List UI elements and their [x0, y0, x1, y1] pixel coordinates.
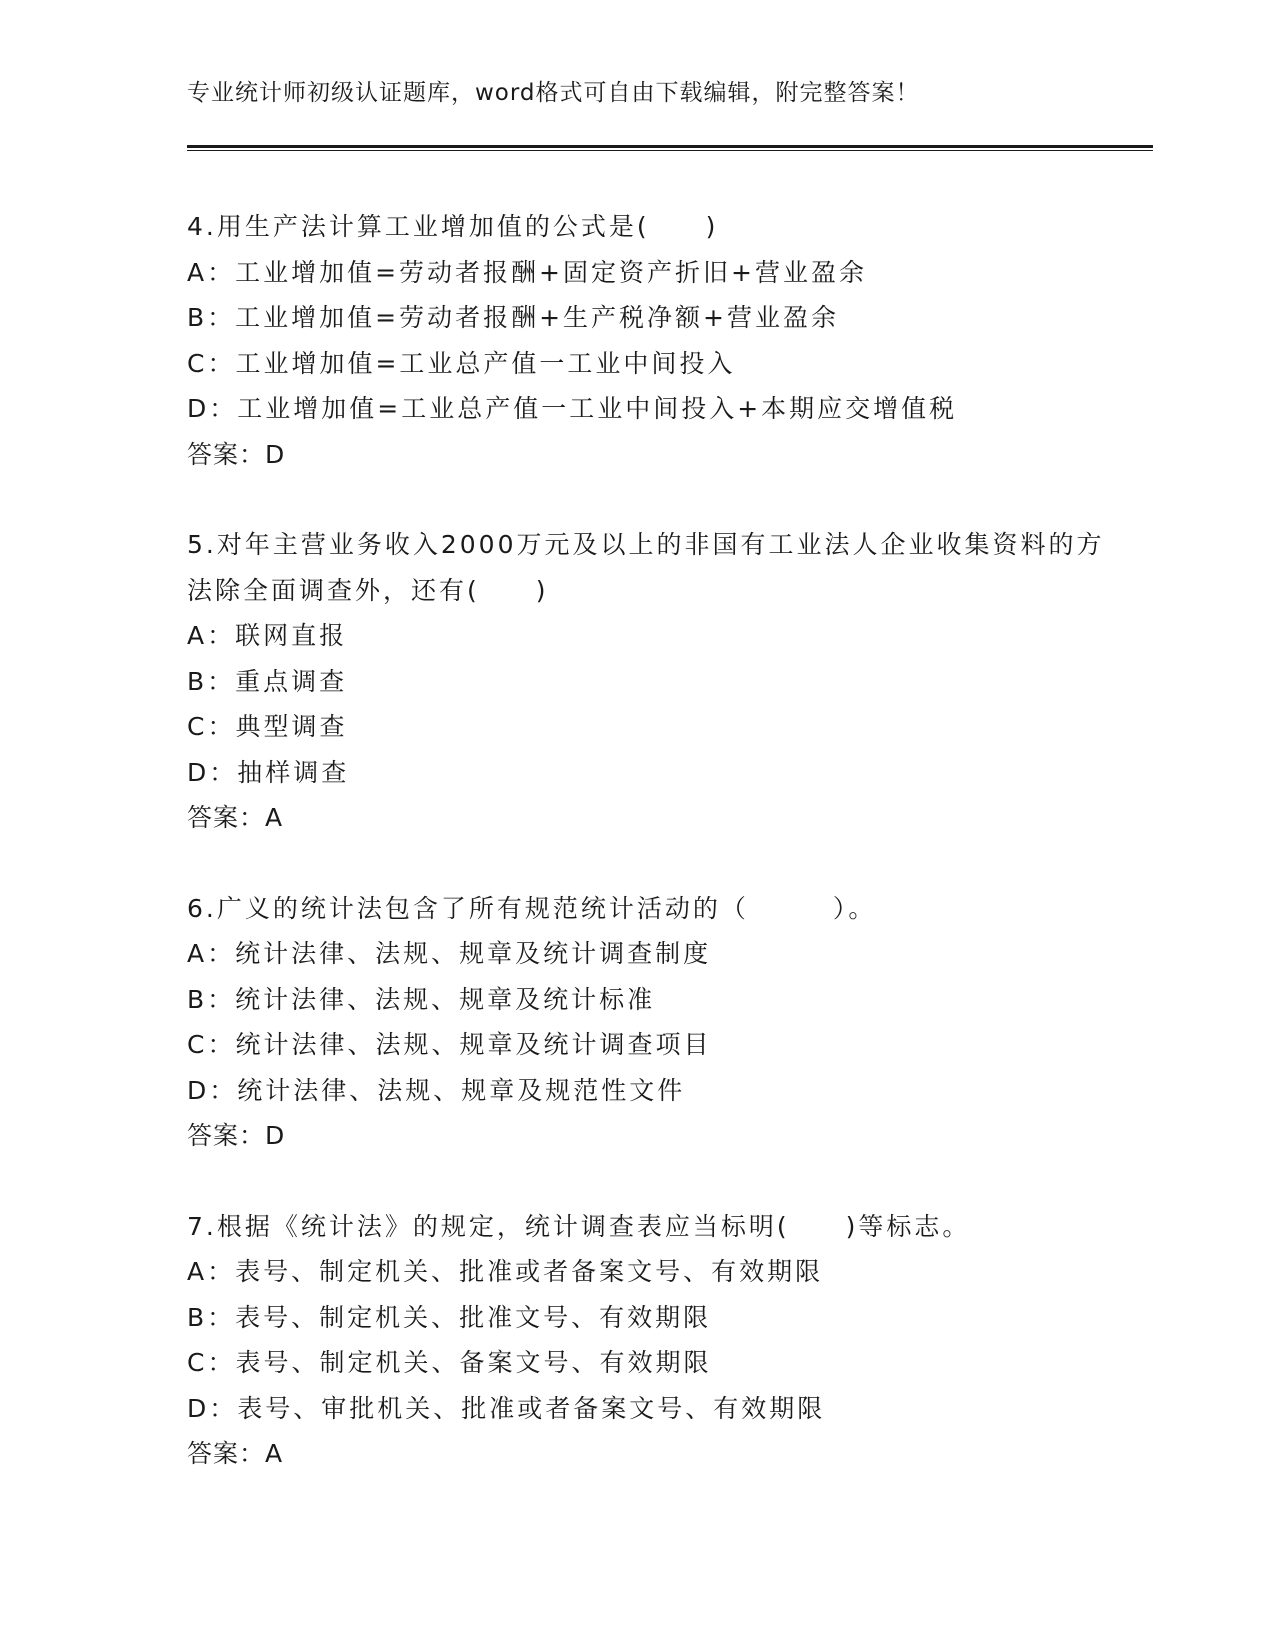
answer: 答案：A: [187, 803, 284, 832]
answer: 答案：D: [187, 1121, 286, 1150]
option-a: A：联网直报: [187, 621, 348, 650]
question-stem: 4.用生产法计算工业增加值的公式是( ): [187, 212, 719, 241]
option-b: B：表号、制定机关、批准文号、有效期限: [187, 1302, 712, 1332]
question-7: [187, 1204, 1117, 1477]
question-stem: 5.对年主营业务收入2000万元及以上的非国有工业法人企业收集资料的方法除全面调查外，还有( ): [187, 530, 1105, 605]
option-a: A：表号、制定机关、批准或者备案文号、有效期限: [187, 1257, 824, 1286]
option-d: D：统计法律、法规、规章及规范性文件: [187, 1075, 686, 1105]
option-b: B：工业增加值=劳动者报酬+生产税净额+营业盈余: [187, 303, 839, 332]
option-c: C：典型调查: [187, 712, 348, 741]
option-b: B：重点调查: [187, 666, 348, 696]
option-a: A：统计法律、法规、规章及统计调查制度: [187, 939, 712, 968]
option-a: A：工业增加值=劳动者报酬+固定资产折旧+营业盈余: [187, 257, 867, 287]
page-header: 专业统计师初级认证题库，word格式可自由下载编辑，附完整答案！: [187, 80, 920, 106]
option-d: D：表号、审批机关、批准或者备案文号、有效期限: [187, 1393, 826, 1423]
question-5: [187, 522, 1117, 841]
question-4: [187, 204, 1117, 477]
header-divider-thick: [187, 145, 1153, 148]
option-c: C：统计法律、法规、规章及统计调查项目: [187, 1030, 712, 1059]
header-divider-thin: [187, 150, 1153, 151]
question-6: [187, 886, 1117, 1159]
answer: 答案：A: [187, 1439, 284, 1468]
question-stem: 6.广义的统计法包含了所有规范统计活动的（ ）。: [187, 893, 877, 923]
question-list: [187, 204, 1117, 1522]
option-b: B：统计法律、法规、规章及统计标准: [187, 984, 656, 1014]
option-d: D：抽样调查: [187, 757, 350, 787]
answer: 答案：D: [187, 439, 286, 469]
question-stem: 7.根据《统计法》的规定，统计调查表应当标明( )等标志。: [187, 1211, 971, 1241]
option-d: D：工业增加值=工业总产值一工业中间投入+本期应交增值税: [187, 394, 958, 423]
option-c: C：工业增加值=工业总产值一工业中间投入: [187, 348, 736, 378]
option-c: C：表号、制定机关、备案文号、有效期限: [187, 1348, 712, 1377]
